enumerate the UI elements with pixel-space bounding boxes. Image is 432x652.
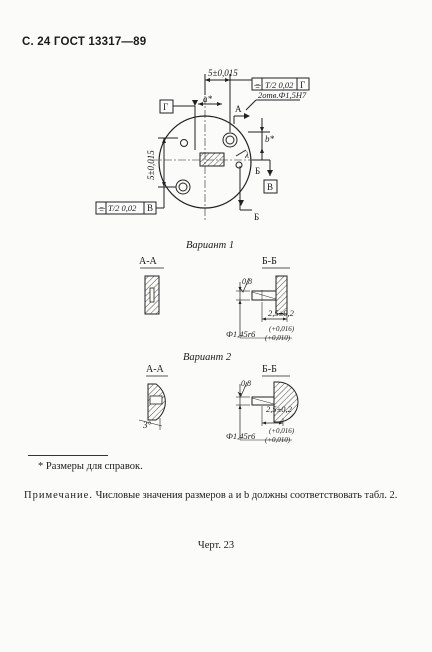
holes-note: 2отв.Ф1,5Н7 xyxy=(258,90,307,100)
tol-top-datum: Г xyxy=(300,80,306,90)
left-dim-label: 5±0,015 xyxy=(146,150,156,180)
note-paragraph xyxy=(24,489,406,502)
variant2-tol-hi: (+0,016) xyxy=(269,427,295,435)
lambda-label: λ xyxy=(245,150,249,160)
variant2-aa-label: А-А xyxy=(146,364,164,375)
variant1-tol-hi: (+0,016) xyxy=(269,325,295,333)
hole-right xyxy=(236,162,242,168)
main-view-labels xyxy=(98,68,307,222)
page-header: С. 24 ГОСТ 13317—89 xyxy=(22,36,147,48)
datum-g-label: Г xyxy=(163,102,169,112)
variant1-aa-label: А-А xyxy=(139,256,157,267)
tol-top-value: T/2 0,02 xyxy=(265,80,294,90)
hole-bottom-left xyxy=(176,180,190,194)
variant1-dia-dim: Ф1,45r6 xyxy=(226,329,256,339)
variant2-length-dim: 2,5±0,2 xyxy=(266,404,292,414)
tol-left-datum: В xyxy=(147,203,154,213)
note-label: Примечание. xyxy=(24,490,93,501)
tol-top-symbol: ⌯ xyxy=(254,80,262,90)
section-a-label: А xyxy=(235,104,242,114)
variant2-dia-dim: Ф1,45r6 xyxy=(226,431,256,441)
tol-left-symbol: ⌯ xyxy=(98,203,106,213)
variant2-bb-label: Б-Б xyxy=(262,364,277,375)
note-text: Числовые значения размеров a и b должны соответствовать табл. 2. xyxy=(92,490,398,501)
a-star-label: a* xyxy=(203,94,212,104)
variant2-tol-lo: (+0,010) xyxy=(265,436,291,444)
footnote-divider xyxy=(28,455,108,456)
datum-v-label: В xyxy=(267,182,274,192)
variant2-title: Вариант 2 xyxy=(183,352,232,363)
hole-top-right xyxy=(223,133,237,147)
variant1-roughness: 0,8 xyxy=(242,277,252,286)
footnote: * Размеры для справок. xyxy=(38,461,143,472)
variant1-length-dim: 2,5±0,2 xyxy=(268,308,294,318)
section-b-label-bottom: Б xyxy=(254,212,260,222)
tol-left-value: T/2 0,02 xyxy=(108,203,137,213)
variant1-section-aa xyxy=(140,268,164,314)
figure-caption: Черт. 23 xyxy=(197,540,235,551)
b-star-label: b* xyxy=(265,134,274,144)
variant1-bb-label: Б-Б xyxy=(262,256,277,267)
variant2-roughness: 0,8 xyxy=(241,379,251,388)
variant1-tol-lo: (+0,010) xyxy=(265,334,291,342)
variant2-angle: 3° xyxy=(143,420,152,430)
variant1-title: Вариант 1 xyxy=(186,240,235,251)
section-b-label-top: Б xyxy=(255,166,261,176)
hole-top-left xyxy=(181,140,188,147)
top-dim-label: 5±0,015 xyxy=(208,68,238,78)
